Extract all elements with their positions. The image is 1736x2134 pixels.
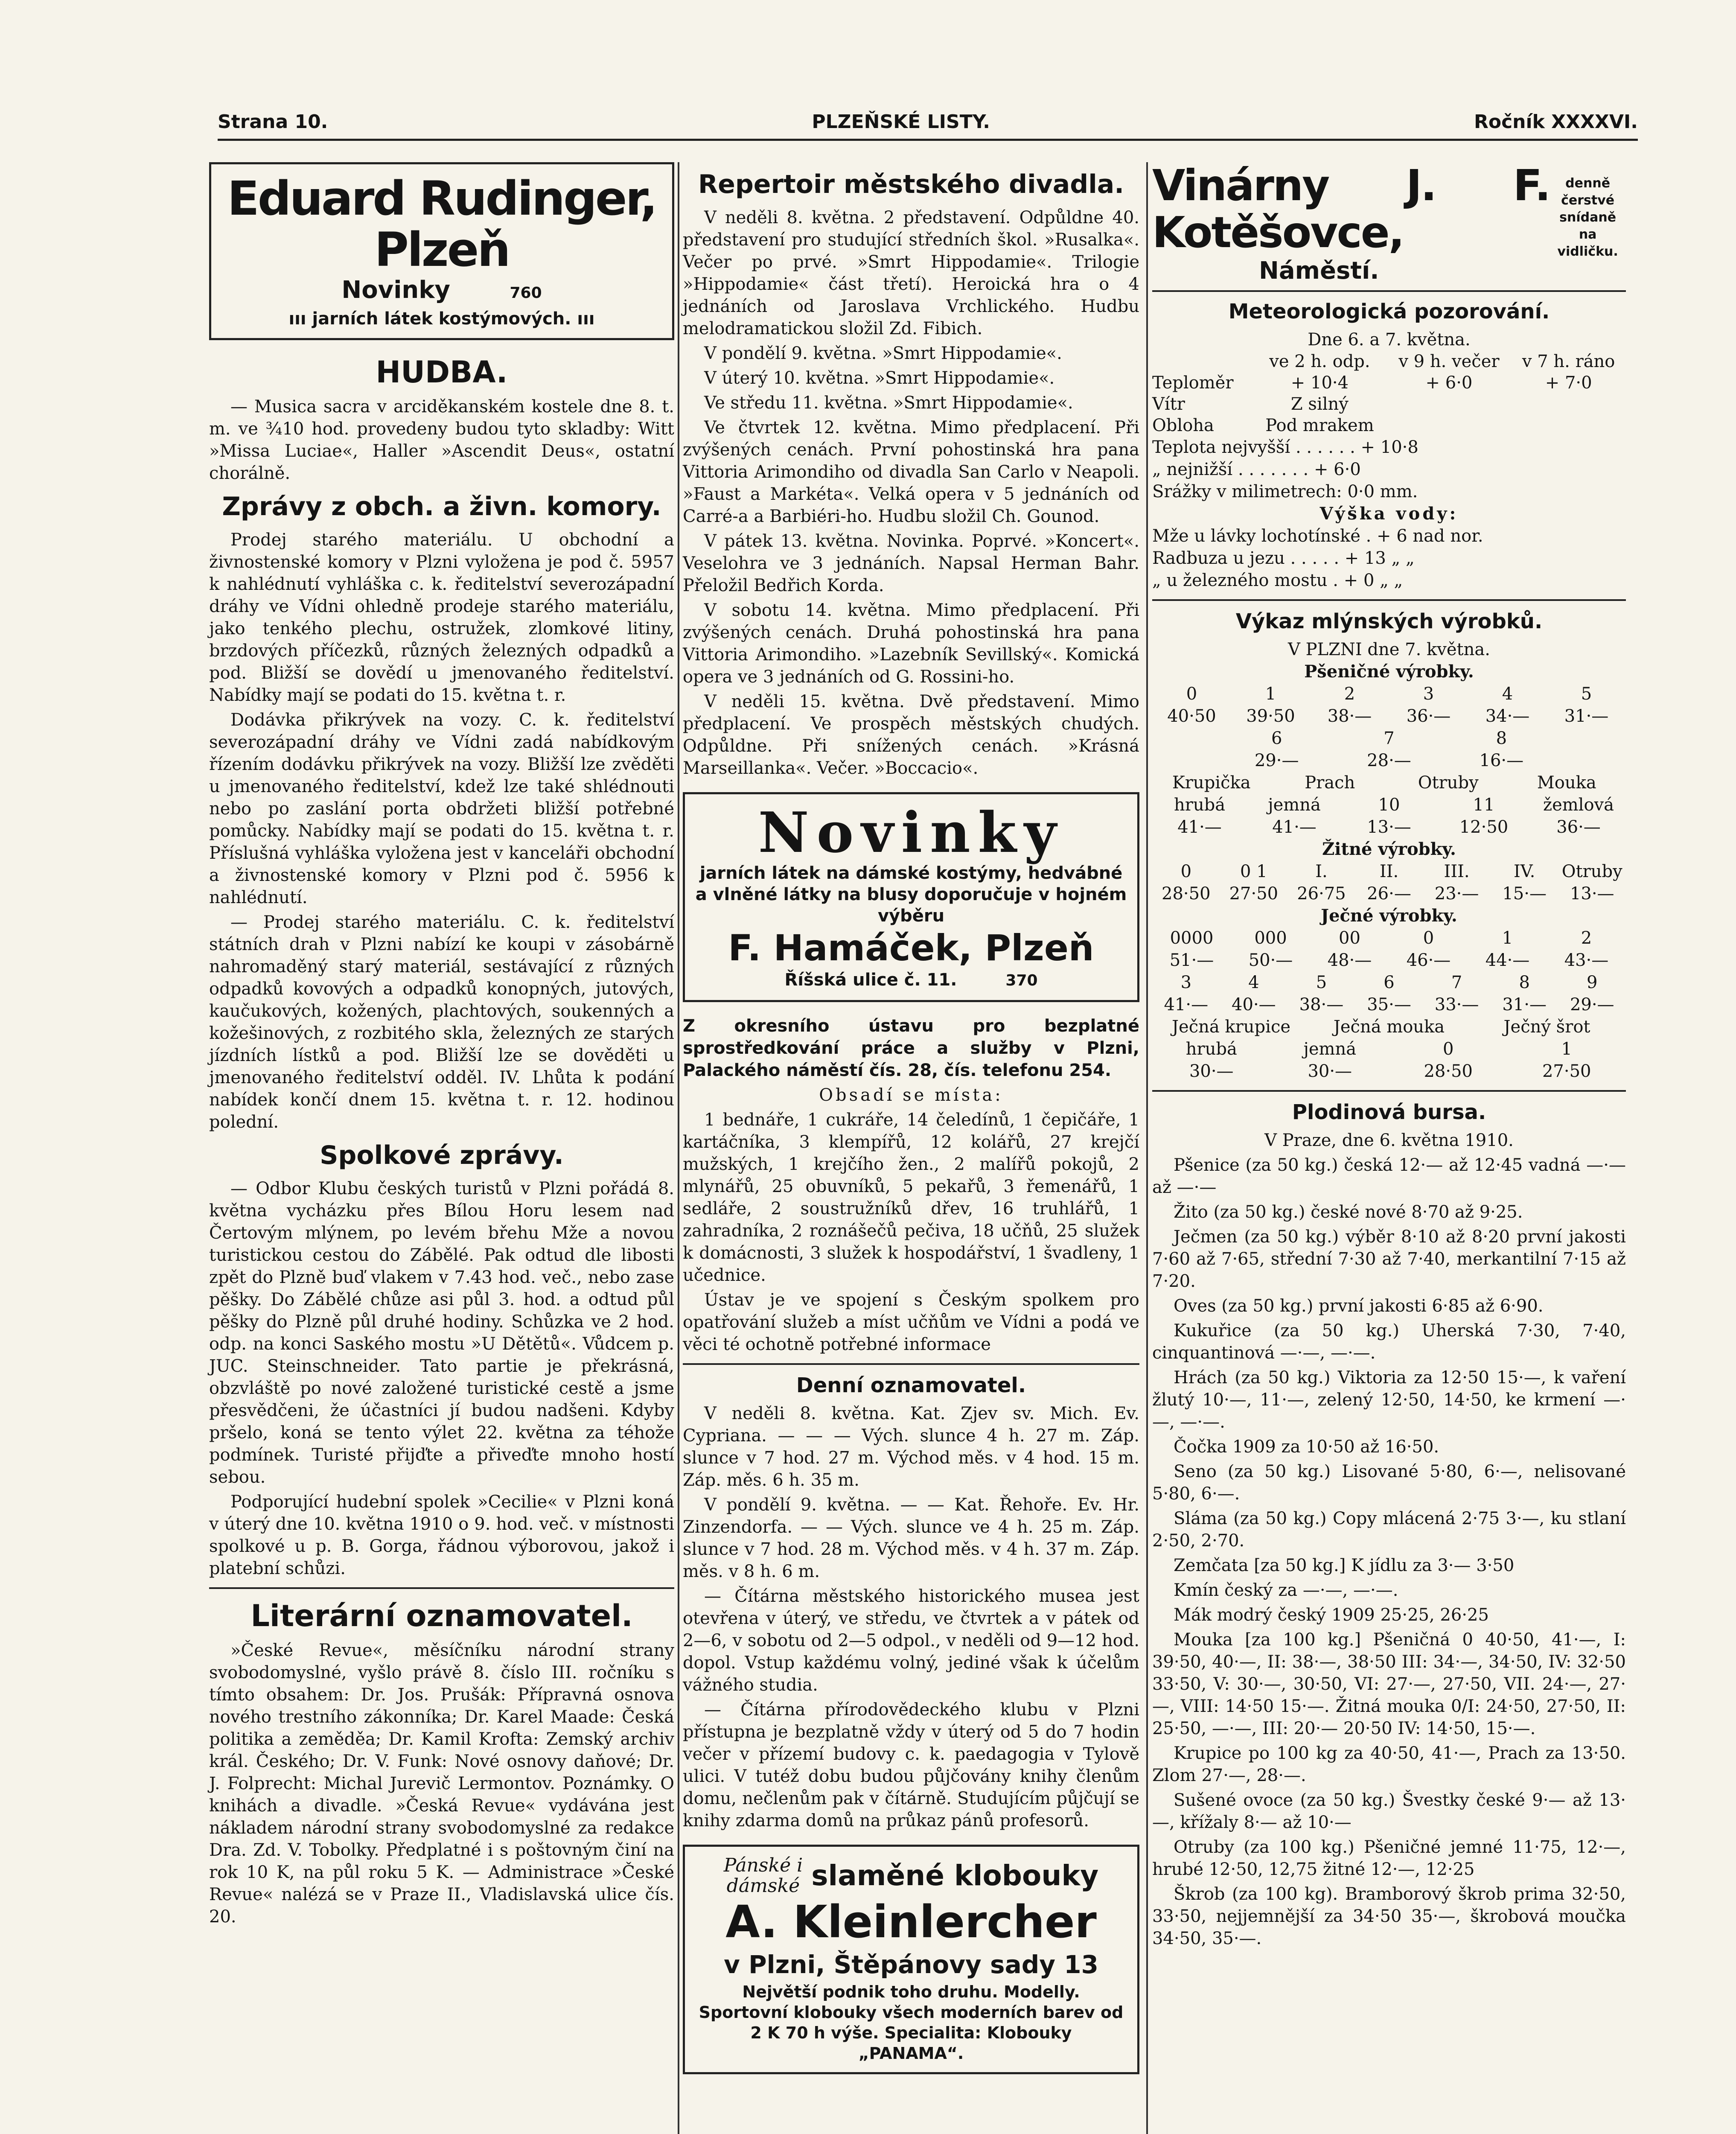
bursa-date: V Praze, dne 6. května 1910. (1264, 1131, 1514, 1150)
bursa-item: Žito (za 50 kg.) české nové 8·70 až 9·25. (1174, 1202, 1523, 1222)
komora-p3: — Prodej starého materiálu. C. k. ředitelství státních drah v Plzni nabízí ke koupi v zásobárně nahromaděný starý materiál, sestávající z různých odpadků kovových a odpadků konopných, jutových, kaučukových, kožených, plachtových, soukenných a kožešinových, z rozbitého skla, železných ze starých jízdních lístků a pod. Bližší lze se dověděti u jmenovaného ředitelství odděl. IV. Lhůta k podání nabídek končí dnem 15. května t. r. 12. hodinou polední. (209, 912, 674, 1132)
bursa-item: Škrob (za 100 kg). Bramborový škrob prima 32·50, 33·50, nejjemnější za 34·50 35·—, škrobová moučka 34·50, 35·—. (1152, 1884, 1626, 1948)
urad-prace-subtitle: Obsadí se místa: (819, 1085, 1003, 1105)
hamacek-name: F. Hamáček, Plzeň (728, 927, 1094, 969)
meteo-row: Obloha Pod mrakem (1152, 416, 1374, 435)
meteo-temp-max: Teplota nejvyšší . . . . . . + 10·8 (1152, 437, 1419, 457)
denni-p3: — Čítárna městského historického musea jest otevřena v úterý, ve středu, ve čtvrtek a v pátek od 2—6, v sobotu od 2—5 odpol., v neděli od 9—12 hod. dopol. Vstup každému volný, jediné však k účelům vážného studia. (683, 1586, 1139, 1695)
bursa-title: Plodinová bursa. (1292, 1100, 1486, 1124)
hudba-title: HUDBA. (376, 355, 508, 390)
kleinlercher-top2: dámské (726, 1875, 800, 1897)
urad-prace-text2: Ústav je ve spojení s Českým spolkem pro opatřování služeb a míst učňům ve Vídni a podá ve věci té ochotně potřebné informace (683, 1290, 1139, 1354)
bursa-item: Kukuřice (za 50 kg.) Uherská 7·30, 7·40, cinquantinová —·—, —·—. (1152, 1321, 1626, 1363)
hamacek-text: jarních látek na dámské kostýmy, hedvábné a vlněné látky na blusy doporučuje v hojném výběru (695, 863, 1127, 926)
jecne-title: Ječné výrobky. (1321, 906, 1457, 926)
bursa-item: Mák modrý český 1909 25·25, 26·25 (1174, 1605, 1489, 1625)
literarni-title: Literární oznamovatel. (250, 1598, 633, 1633)
kleinlercher-top1: Pánské i (723, 1854, 803, 1876)
denni-p4: — Čítárna přírodovědeckého klubu v Plzni přístupna je bezplatně vždy v úterý od 5 do 7 hodin večer v přízemí budovy c. k. paedagogia v Tylově ulici. V tutéž dobu budou půjčovány knihy členům domu, nečlenům pak v čítárně. Studujícím půjčují se knihy zdarma domů na průkaz pánů profesorů. (683, 1700, 1139, 1831)
jecne-vals2: 41·— 40·— 38·— 35·— 33·— 31·— 29·— (1164, 995, 1614, 1015)
psenicne-vals2: 29·— 28·— 16·— (1254, 751, 1524, 770)
krup-cols2: hrubá jemná 10 11 žemlová (1174, 795, 1614, 815)
hamacek-address-line: Říšská ulice č. 11. 370 (784, 970, 1038, 990)
kotesovec-name: Vinárny J. F. Kotěšovce, (1152, 160, 1550, 257)
meteo-date: Dne 6. a 7. května. (1308, 330, 1471, 350)
water-title: Výška vody: (1319, 504, 1459, 524)
repertoir-p2: V pondělí 9. května. »Smrt Hippodamie«. (704, 344, 1062, 363)
kotesovec-side3: na vidličku. (1557, 227, 1618, 259)
psenicne-vals: 40·50 39·50 38·— 36·— 34·— 31·— (1167, 706, 1609, 726)
bursa-item: Otruby (za 100 kg.) Pšeničné jemné 11·75, 12·—, hrubé 12·50, 12,75 žitné 12·—, 12·25 (1152, 1837, 1626, 1879)
bursa-item: Čočka 1909 za 10·50 až 16·50. (1174, 1437, 1439, 1457)
column-rule-2 (1146, 162, 1148, 2134)
bursa-item: Kmín český za —·—, —·—. (1174, 1580, 1398, 1600)
kotesovec-side2: snídaně (1559, 210, 1617, 225)
bursa-item: Oves (za 50 kg.) první jakosti 6·85 až 6·90. (1174, 1296, 1544, 1316)
mlyn-title: Výkaz mlýnských výrobků. (1235, 609, 1543, 633)
mlyn-date: V PLZNI dne 7. května. (1288, 640, 1490, 659)
urad-prace-intro: Z okresního ústavu pro bezplatné sprostředkování práce a služby v Plzni, Palackého náměstí čís. 28, čís. telefonu 254. (683, 1016, 1139, 1080)
repertoir-title: Repertoir městského divadla. (698, 169, 1124, 199)
hamacek-ad (683, 792, 1139, 1002)
jecne-cols3: Ječná krupice Ječná mouka Ječný šrot (1171, 1017, 1590, 1037)
newspaper-title: PLZEŇSKÉ LISTY. (812, 111, 990, 133)
column-1 (209, 162, 674, 1930)
jecne-vals: 51·— 50·— 48·— 46·— 44·— 43·— (1169, 950, 1609, 970)
bursa-list (1152, 1154, 1626, 1950)
kleinlercher-text: Největší podnik toho druhu. Modelly. Sportovní klobouky všech moderních barev od 2 K 70 h výše. Specialita: Klobouky „PANAMA“. (699, 1982, 1124, 2063)
rudinger-name: Eduard Rudinger, Plzeň (227, 171, 656, 277)
meteo-table (1152, 351, 1626, 436)
jecne-vals3: 30·— 30·— 28·50 27·50 (1189, 1061, 1591, 1081)
repertoir-p3: V úterý 10. května. »Smrt Hippodamie«. (704, 368, 1055, 388)
komora-p2: Dodávka přikrývek na vozy. C. k. ředitelství severozápadní dráhy ve Vídni zadá nabídkovým řízením dodávku přikrývek na vozy. Bližší lze zvěděti u jmenovaného ředitelství, kdež lze také shlédnouti nebo po zaslání porta obdržeti bližší potřebné pomůcky. Nabídky mají se podati do 15. května t. r. Příslušná vyhláška vyložena jest v kanceláři obchodní a živnostenské komory v Plzni pod č. 5956 k nahlédnutí. (209, 710, 674, 907)
komora-p1: Prodej starého materiálu. U obchodní a živnostenské komory v Plzni vyložena je pod č. 5957 k nahlédnutí vyhláška c. k. ředitelství severozápadní dráhy ve Vídni ohledně prodeje starého materiálu, jako tenkého plechu, ostružek, zlomkové litiny, brzdových příčezků, různých železných odpadků a pod. Bližší se dovědí u jmenovaného ředitelství. Nabídky mají se podati do 15. května t. r. (209, 530, 674, 705)
kleinlercher-name: A. Kleinlercher (725, 1896, 1097, 1948)
spolkove-p1: — Odbor Klubu českých turistů v Plzni pořádá 8. května vycházku přes Bílou Horu lesem nad Čertovým mlýnem, po levém břehu Mže a novou turistickou cestou do Zábělé. Pak odtud dle libosti zpět do Plzně buď vlakem v 7.43 hod. več., nebo zase pěšky. Do Zábělé chůze asi půl 3. hod. a odtud půl pěšky do Plzně půl druhé hodiny. Schůzka ve 2 hod. odp. na konci Saského mostu »U Dětětů«. Vůdcem p. JUC. Steinschneider. Tato partie je překrásná, obzvláště po nové založené turistické cestě a jsme přesvědčeni, že účastníci jí budou nadšeni. Kdyby pršelo, koná se tento výlet 22. května za téhože podmínek. Turisté přijďte a přiveďte mnoho hostí sebou. (209, 1179, 674, 1487)
column-rule-1 (678, 162, 679, 2134)
zitne-vals: 28·50 27·50 26·75 26·— 23·— 15·— 13·— (1162, 884, 1614, 904)
rudinger-ad (209, 162, 674, 340)
water-row: Radbuza u jezu . . . . . + 13 „ „ (1152, 548, 1415, 568)
meteo-srazky: Srážky v milimetrech: 0·0 mm. (1152, 482, 1418, 501)
kotesovec-ad (1152, 162, 1626, 292)
jecne-cols: 0000 000 00 0 1 2 (1170, 928, 1592, 948)
krup-vals: 41·— 41·— 13·— 12·50 36·— (1177, 817, 1601, 837)
spolkove-p2: Podporující hudební spolek »Cecilie« v Plzni koná v úterý dne 10. května 1910 o 9. hod. več. v místnosti spolkové u p. B. Gorga, řádnou výborovou, jakož i platební schůzi. (209, 1492, 674, 1578)
urad-prace-text: 1 bednáře, 1 cukráře, 14 čeledínů, 1 čepičáře, 1 kartáčníka, 3 klempířů, 12 kolářů, 27 krejčí mužských, 1 krejčího žen., 2 malířů pokojů, 2 mlynářů, 25 obuvníků, 5 pekařů, 3 řemenářů, 1 sedláře, 2 soustružníků dřev, 16 truhlářů, 1 zahradníka, 2 roznášečů pečiva, 18 učňů, 25 služek k domácnosti, 3 služek k hospodářství, 1 švadleny, 1 učednice. (683, 1110, 1139, 1285)
denni-p1: V neděli 8. května. Kat. Zjev sv. Mich. Ev. Cypriana. — — — Vých. slunce 4 h. 27 m. Záp. slunce v 7 hod. 27 m. Východ měs. v 4 hod. 15 m. Záp. měs. 6 h. 35 m. (683, 1404, 1139, 1490)
krup-cols: Krupička Prach Otruby Mouka (1172, 773, 1596, 793)
psenicne-cols: 0 1 2 3 4 5 (1186, 684, 1592, 704)
rudinger-number: 760 (510, 284, 542, 302)
zitne-cols: 0 0 1 I. II. III. IV. Otruby (1180, 862, 1622, 881)
jecne-cols4: hrubá jemná 0 1 (1185, 1039, 1572, 1059)
denni-title: Denní oznamovatel. (796, 1373, 1026, 1397)
komora-title: Zprávy z obch. a živn. komory. (222, 492, 661, 522)
repertoir-p5: Ve čtvrtek 12. května. Mimo předplacení. Při zvýšených cenách. První pohostinská hra pana Vittoria Arimondiho od divadla San Carlo v Neapoli. »Faust a Markéta«. Velká opera v 5 jednáních od Carré-a a Barbiéri-ho. Hudbu složil Ch. Gounod. (683, 418, 1139, 526)
jecne-cols2: 3 4 5 6 7 8 9 (1180, 973, 1598, 992)
spolkove-title: Spolkové zprávy. (320, 1140, 564, 1170)
meteo-row: Vítr Z silný (1152, 394, 1349, 414)
rudinger-line2: ııı jarních látek kostýmových. ııı (288, 309, 595, 329)
page-number: Strana 10. (218, 111, 328, 133)
meteo-row: Teploměr + 10·4 + 6·0 + 7·0 (1152, 373, 1592, 393)
repertoir-p6: V pátek 13. května. Novinka. Poprvé. »Koncert«. Veselohra ve 3 jednáních. Napsal Herman Bahr. Přeložil Bedřich Korda. (683, 531, 1139, 595)
hamacek-number: 370 (1005, 972, 1038, 989)
column-3 (1152, 162, 1626, 1952)
kotesovec-place: Náměstí. (1259, 257, 1379, 285)
kleinlercher-top (695, 1855, 1127, 1896)
repertoir-p1: V neděli 8. května. 2 představení. Odpůldne 40. představení pro studující středních škol. »Rusalka«. Večer po prvé. »Smrt Hippodamie«. Trilogie »Hippodamie« část třetí). Heroická hra o 4 jednáních od Jaroslava Vrchlického. Hudbu melodramatickou složil Zd. Fibich. (683, 208, 1139, 338)
literarni-p1: »České Revue«, měsíčníku národní strany svobodomyslné, vyšlo právě 8. číslo III. ročníku s tímto obsahem: Dr. Jos. Prušák: Přípravná osnova nového trestního zákonníka; Dr. Karel Maade: Česká politika a zeměděa; Dr. Kamil Krofta: Zemský archiv král. Českého; Dr. V. Funk: Nové osnovy daňové; Dr. J. Folprecht: Michal Jurevič Lermontov. Poznámky. O knihách a divadle. »Česká Revue« vydávána jest nákladem národní strany svobodomyslné za redakce Dra. Zd. V. Tobolky. Předplatné i s poštovným činí na rok 10 K, na půl roku 5 K. — Administrace »České Revue« nalézá se v Praze II., Vladislavská ulice čís. 20. (209, 1641, 674, 1927)
hamacek-title: Novinky (758, 800, 1064, 865)
divider (1152, 599, 1626, 601)
bursa-item: Seno (za 50 kg.) Lisované 5·80, 6·—, nelisované 5·80, 6·—. (1152, 1462, 1626, 1504)
bursa-item: Mouka [za 100 kg.] Pšeničná 0 40·50, 41·—, I: 39·50, 40·—, II: 38·—, 38·50 III: 34·—, 34·50, IV: 32·50 33·50, V: 30·—, 30·50, VI: 27·—, 27·50, VII. 24·—, 27·—, VIII: 14·50 15·—. Žitná mouka 0/I: 24·50, 27·50, II: 25·50, —·—, III: 20·— 20·50 IV: 14·50, 15·—. (1152, 1630, 1626, 1738)
meteo-temp-min: „ nejnižší . . . . . . . + 6·0 (1152, 460, 1361, 479)
divider (1152, 1090, 1626, 1092)
divider (209, 1587, 674, 1589)
kleinlercher-ad (683, 1845, 1139, 2074)
water-row: „ u železného mostu . + 0 „ „ (1152, 571, 1403, 590)
column-2 (683, 162, 1139, 2087)
kleinlercher-title: slaměné klobouky (811, 1859, 1099, 1892)
repertoir-p4: Ve středu 11. května. »Smrt Hippodamie«. (704, 393, 1073, 413)
bursa-item: Zemčata [za 50 kg.] K jídlu za 3·— 3·50 (1174, 1556, 1515, 1575)
kotesovec-side1: denně čerstvé (1561, 176, 1615, 208)
repertoir-p7: V sobotu 14. května. Mimo předplacení. Při zvýšených cenách. Druhá pohostinská hra pana Vittoria Arimondiho. »Lazebník Sevillský«. Komická opera ve 3 jednáních od G. Rossini-ho. (683, 601, 1139, 687)
rudinger-line1: Novinky 760 (341, 276, 542, 304)
bursa-item: Sušené ovoce (za 50 kg.) Švestky české 9·— až 13·—, křížaly 8·— až 10·— (1152, 1790, 1626, 1832)
repertoir-p8: V neděli 15. května. Dvě představení. Mimo předplacení. Ve prospěch městských chudých. Odpůldne. Při snížených cenách. »Krásná Marseillanka«. Večer. »Boccacio«. (683, 692, 1139, 778)
bursa-item: Sláma (za 50 kg.) Copy mlácená 2·75 3·—, ku stlaní 2·50, 2·70. (1152, 1509, 1626, 1551)
bursa-item: Ječmen (za 50 kg.) výběr 8·10 až 8·20 první jakosti 7·60 až 7·65, střední 7·30 až 7·40, merkantilní 7·15 až 7·20. (1152, 1227, 1626, 1291)
psenicne-cols2: 6 7 8 (1271, 729, 1507, 748)
bursa-item: Krupice po 100 kg za 40·50, 41·—, Prach za 13·50. Zlom 27·—, 28·—. (1152, 1743, 1626, 1785)
running-head (218, 105, 1638, 141)
bursa-item: Pšenice (za 50 kg.) česká 12·— až 12·45 vadná —·— až —·— (1152, 1155, 1626, 1197)
zitne-title: Žitné výrobky. (1322, 839, 1456, 859)
denni-p2: V pondělí 9. května. — — Kat. Řehoře. Ev. Hr. Zinzendorfa. — — Vých. slunce ve 4 h. 25 m. Záp. slunce v 7 hod. 28 m. Východ měs. v 4 h. 37 m. Záp. měs. v 8 h. 6 m. (683, 1495, 1139, 1581)
divider (683, 1363, 1139, 1365)
hudba-text: — Musica sacra v arciděkanském kostele dne 8. t. m. ve ¾10 hod. provedeny budou tyto skladby: Witt »Missa Luciae«, Haller »Ascendit Deus«, ostatní chorálně. (209, 397, 674, 483)
volume-number: Ročník XXXXVI. (1474, 111, 1638, 133)
psenicne-title: Pšeničné výrobky. (1304, 662, 1474, 682)
bursa-item: Hrách (za 50 kg.) Viktoria za 12·50 15·—, k vaření žlutý 10·—, 11·—, zelený 12·50, 14·50, ke krmení —·—, —·—. (1152, 1368, 1626, 1432)
meteo-times-row: ve 2 h. odp. v 9 h. večer v 7 h. ráno (1269, 352, 1615, 371)
kleinlercher-address: v Plzni, Štěpánovy sady 13 (724, 1950, 1098, 1979)
meteo-title: Meteorologická pozorování. (1228, 300, 1550, 324)
water-row: Mže u lávky lochotínské . + 6 nad nor. (1152, 526, 1483, 546)
